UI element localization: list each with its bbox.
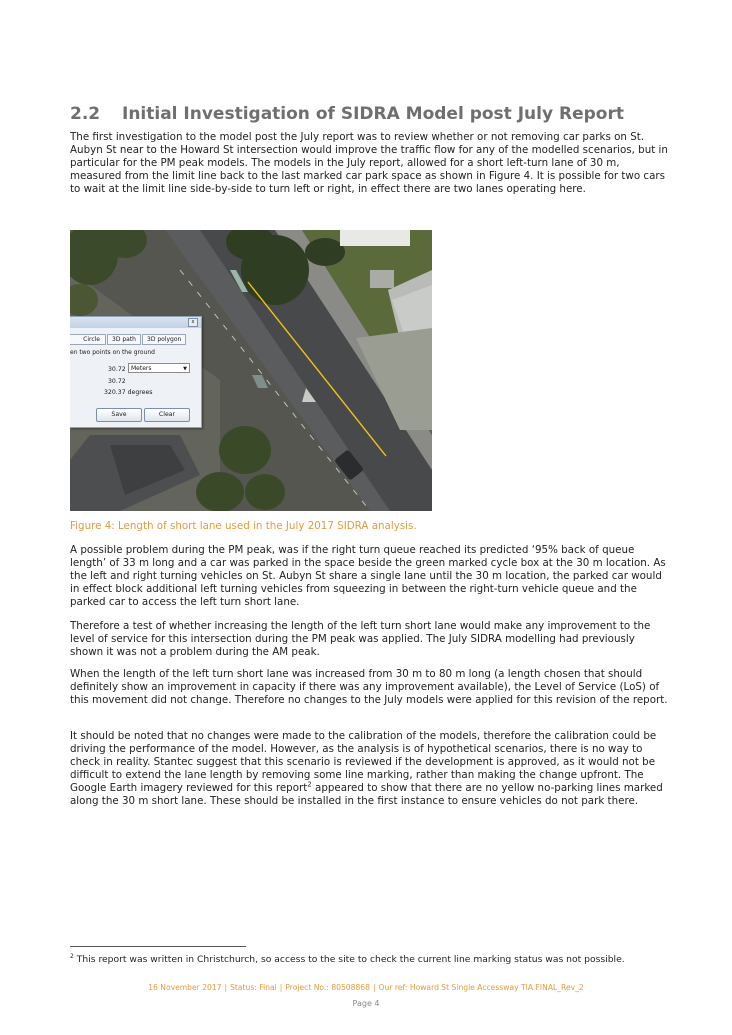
footer-separator: |: [372, 983, 376, 992]
paragraph-5-part-2: appeared to show that there are no yellow no-parking lines marked along the 30 m short lane. These should be installed in the first instance to ensure vehicles do not park there.: [70, 782, 663, 807]
section-title: Initial Investigation of SIDRA Model post July Report: [122, 104, 624, 124]
length-value: 30.72: [108, 366, 126, 373]
dialog-tabs: [70, 334, 187, 345]
footer-date: 16 November 2017: [148, 983, 222, 992]
footnote-reference[interactable]: 2: [307, 780, 312, 789]
paragraph-1: The first investigation to the model post the July report was to review whether or not removing car parks on St. Aubyn St near to the Howard St intersection would improve the traffic flow for any of the modelled scenarios, but in particular for the PM peak models. The models in the July report, allowed for a short left-turn lane of 30 m, measured from the limit line back to the last marked car park space as shown in Figure 4. It is possible for two cars to wait at the limit line side-by-side to turn left or right, in effect there are two lanes operating here.: [70, 131, 668, 195]
dialog-titlebar: [70, 317, 201, 328]
figure-caption: Figure 4: Length of short lane used in the July 2017 SIDRA analysis.: [70, 520, 417, 532]
footnote: [70, 953, 625, 965]
footer-status: Status: Final: [230, 983, 277, 992]
close-icon[interactable]: x: [188, 318, 198, 327]
footnote-number: 2: [70, 953, 74, 960]
clear-button[interactable]: Clear: [144, 408, 190, 422]
section-number: 2.2: [70, 104, 101, 124]
tab-3d-polygon[interactable]: 3D polygon: [142, 334, 186, 345]
paragraph-3: Therefore a test of whether increasing the length of the left turn short lane would make any improvement to the level of service for this intersection during the PM peak was applied. The July SIDRA modelling had previously shown it was not a problem during the AM peak.: [70, 620, 651, 658]
paragraph-2: A possible problem during the PM peak, was if the right turn queue reached its predicted ‘95% back of queue length’ of 33 m long and a car was parked in the space beside the green marked cycle box at the 30 m location. As the left and right turning vehicles on St. Aubyn St share a single lane until the 30 m location, the parked car would in effect block additional left turning vehicles from squeezing in between the right-turn vehicle queue and the parked car to access the left turn short lane.: [70, 544, 666, 608]
section-heading: [70, 104, 670, 124]
aerial-figure: [70, 230, 432, 511]
unit-select[interactable]: [128, 363, 190, 373]
unit-select-value: Meters: [131, 365, 152, 372]
heading-value: 320.37 degrees: [104, 389, 153, 396]
page-number: Page 4: [352, 999, 380, 1008]
save-button[interactable]: Save: [96, 408, 142, 422]
footer-project: Project No.: 80508868: [285, 983, 370, 992]
tab-circle[interactable]: Circle: [70, 334, 106, 345]
measure-dialog: [70, 316, 202, 428]
footnote-divider: [70, 946, 246, 947]
paragraph-4: When the length of the left turn short lane was increased from 30 m to 80 m long (a length chosen that should definitely show an improvement in capacity if there was any improvement available), the Level of Service (LoS) of this movement did not change. Therefore no changes to the July models were applied for this revision of the report.: [70, 668, 668, 706]
tab-3d-path[interactable]: 3D path: [107, 334, 141, 345]
chevron-down-icon: ▼: [183, 366, 187, 372]
footer-separator: |: [224, 983, 228, 992]
page-footer: [0, 983, 732, 992]
paragraph-5-part-1: It should be noted that no changes were made to the calibration of the models, therefore the calibration could be driving the performance of the model. However, as the analysis is of hypothetical scenarios, there is no way to check in reality. Stantec suggest that this scenario is reviewed if the development is approved, as it would not be difficult to extend the lane length by removing some line marking, rather than making the change upfront. The Google Earth imagery reviewed for this report: [70, 730, 657, 794]
footnote-text: This report was written in Christchurch, so access to the site to check the current line marking status was not possible.: [73, 954, 625, 966]
footer-separator: |: [279, 983, 283, 992]
ground-length-value: 30.72: [108, 378, 126, 385]
dialog-instruction: en two points on the ground: [70, 349, 155, 356]
paragraph-5: [70, 730, 670, 808]
footer-ref: Our ref: Howard St Single Accessway TIA FINAL_Rev_2: [378, 983, 584, 992]
